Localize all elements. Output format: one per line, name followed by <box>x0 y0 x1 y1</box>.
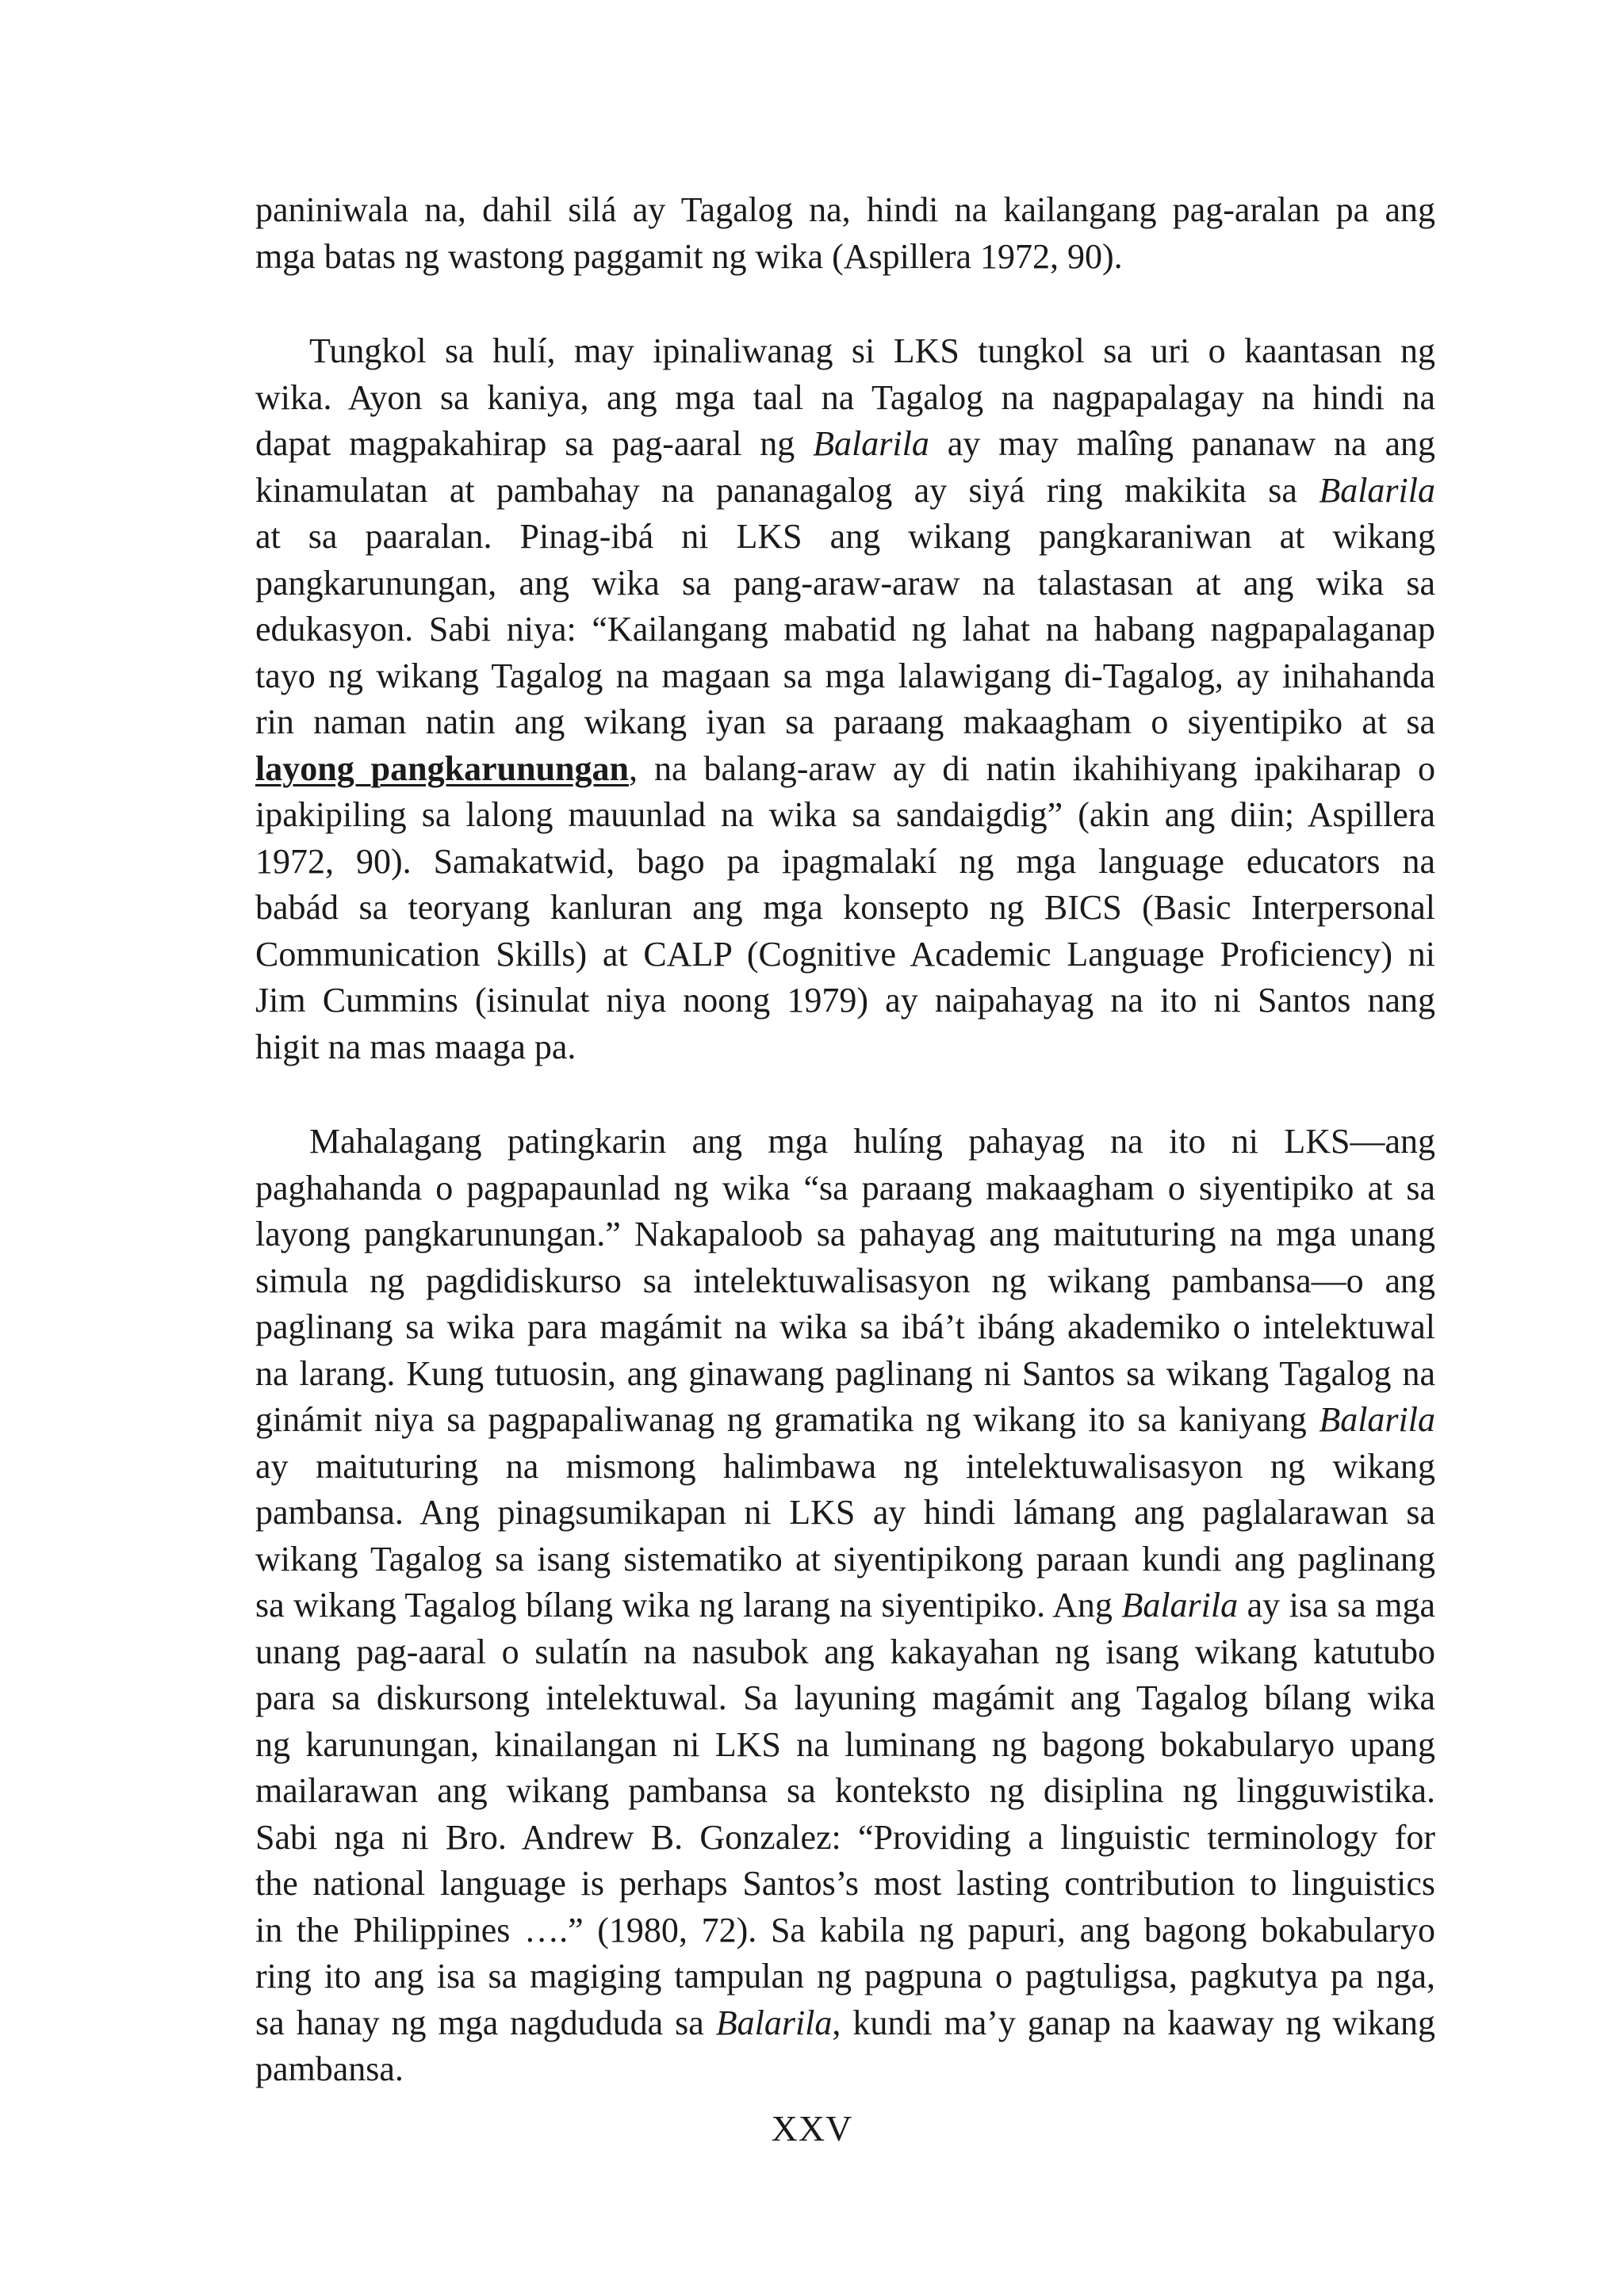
text-line: Tungkol sa hulí, may ipinaliwanag si LKS tungkol sa uri o kaantasan ng <box>309 331 1435 370</box>
text-segment: , kundi ma’y ganap na kaaway ng wikang <box>832 2003 1435 2042</box>
text-line: ipakipiling sa lalong mauunlad na wika sa sandaigdig” (akin ang diin; Aspillera <box>255 795 1435 834</box>
text-line <box>255 746 1435 793</box>
text-line: unang pag-aaral o sulatín na nasubok ang kakayahan ng isang wikang katutubo <box>255 1632 1435 1671</box>
text-segment: ay may malîng pananaw na ang <box>929 424 1435 463</box>
text-segment: dapat magpakahirap sa pag-aaral ng <box>255 424 814 463</box>
text-line: para sa diskursong intelektuwal. Sa layuning magámit ang Tagalog bílang wika <box>255 1678 1435 1717</box>
text-line: wikang Tagalog sa isang sistematiko at siyentipikong paraan kundi ang paglinang <box>255 1539 1435 1578</box>
text-line: pangkarunungan, ang wika sa pang-araw-araw na talastasan at ang wika sa <box>255 563 1435 603</box>
paragraph-2 <box>255 328 1435 1070</box>
text-line: Mahalagang patingkarin ang mga hulíng pahayag na ito ni LKS—ang <box>309 1122 1435 1161</box>
text-line: ay maituturing na mismong halimbawa ng intelektuwalisasyon ng wikang <box>255 1446 1435 1486</box>
text-line: Sabi nga ni Bro. Andrew B. Gonzalez: “Providing a linguistic terminology for <box>255 1817 1435 1857</box>
italic-title: Balarila <box>715 2003 833 2042</box>
text-segment: ay isa sa mga <box>1238 1586 1435 1624</box>
text-segment: ginámit niya sa pagpapaliwanag ng gramatika ng wikang ito sa kaniyang <box>255 1400 1320 1439</box>
text-segment: sa wikang Tagalog bílang wika ng larang na siyentipiko. Ang <box>255 1586 1122 1624</box>
text-line <box>255 2000 1435 2047</box>
paragraph-1 <box>255 187 1435 280</box>
text-line: in the Philippines ….” (1980, 72). Sa kabila ng papuri, ang bagong bokabularyo <box>255 1910 1435 1950</box>
italic-title: Balarila <box>1319 470 1435 510</box>
text-line: paghahanda o pagpapaunlad ng wika “sa paraang makaagham o siyentipiko at sa <box>255 1168 1435 1207</box>
text-line: pambansa. <box>255 2049 404 2088</box>
text-line: tayo ng wikang Tagalog na magaan sa mga lalawigang di-Tagalog, ay inihahanda <box>255 656 1435 695</box>
text-line: Jim Cummins (isinulat niya noong 1979) ay naipahayag na ito ni Santos nang <box>255 981 1435 1020</box>
text-line: layong pangkarunungan.” Nakapaloob sa pahayag ang maituturing na mga unang <box>255 1215 1435 1253</box>
text-line: simula ng pagdidiskurso sa intelektuwalisasyon ng wikang pambansa—o ang <box>255 1261 1435 1300</box>
paragraph-3 <box>255 1119 1435 2093</box>
text-line: mailarawan ang wikang pambansa sa konteksto ng disiplina ng lingguwistika. <box>255 1771 1435 1810</box>
text-line: mga batas ng wastong paggamit ng wika (Aspillera 1972, 90). <box>255 236 1123 276</box>
body-text <box>255 187 1435 2093</box>
text-line: 1972, 90). Samakatwid, bago pa ipagmalakí ng mga language educators na <box>255 841 1435 881</box>
text-segment: sa hanay ng mga nagdududa sa <box>255 2003 716 2042</box>
text-line: the national language is perhaps Santos’s most lasting contribution to linguistics <box>255 1864 1435 1903</box>
text-segment: , na balang-araw ay di natin ikahihiyang ipakiharap o <box>628 748 1435 788</box>
text-line: na larang. Kung tutuosin, ang ginawang paglinang ni Santos sa wikang Tagalog na <box>255 1353 1435 1393</box>
text-line: ng karunungan, kinailangan ni LKS na luminang ng bagong bokabularyo upang <box>255 1724 1435 1764</box>
text-line <box>255 1582 1435 1629</box>
text-line <box>255 421 1435 468</box>
text-segment: kinamulatan at pambahay na pananagalog ay siyá ring makikita sa <box>255 470 1320 510</box>
text-line: wika. Ayon sa kaniya, ang mga taal na Tagalog na nagpapalagay na hindi na <box>255 377 1435 417</box>
text-line: at sa paaralan. Pinag-ibá ni LKS ang wikang pangkaraniwan at wikang <box>255 517 1435 556</box>
text-line <box>255 468 1435 515</box>
italic-title: Balarila <box>813 424 929 463</box>
text-line <box>255 1397 1435 1444</box>
page-number: XXV <box>771 2108 853 2149</box>
text-line: paniniwala na, dahil silá ay Tagalog na, hindi na kailangang pag-aralan pa ang <box>255 190 1435 229</box>
text-line: Communication Skills) at CALP (Cognitive Academic Language Proficiency) ni <box>255 934 1435 974</box>
text-line: pambansa. Ang pinagsumikapan ni LKS ay hindi lámang ang paglalarawan sa <box>255 1493 1435 1532</box>
text-line: higit na mas maaga pa. <box>255 1027 576 1066</box>
text-line: babád sa teoryang kanluran ang mga konsepto ng BICS (Basic Interpersonal <box>255 888 1435 927</box>
italic-title: Balarila <box>1121 1586 1239 1624</box>
text-line: rin naman natin ang wikang iyan sa paraang makaagham o siyentipiko at sa <box>255 702 1435 741</box>
emphasized-phrase: layong pangkarunungan <box>255 748 629 788</box>
italic-title: Balarila <box>1319 1400 1435 1439</box>
text-line: ring ito ang isa sa magiging tampulan ng pagpuna o pagtuligsa, pagkutya pa nga, <box>255 1957 1435 1996</box>
text-line: edukasyon. Sabi niya: “Kailangang mabatid ng lahat na habang nagpapalaganap <box>255 610 1435 649</box>
text-line: paglinang sa wika para magámit na wika sa ibá’t ibáng akademiko o intelektuwal <box>255 1307 1435 1346</box>
